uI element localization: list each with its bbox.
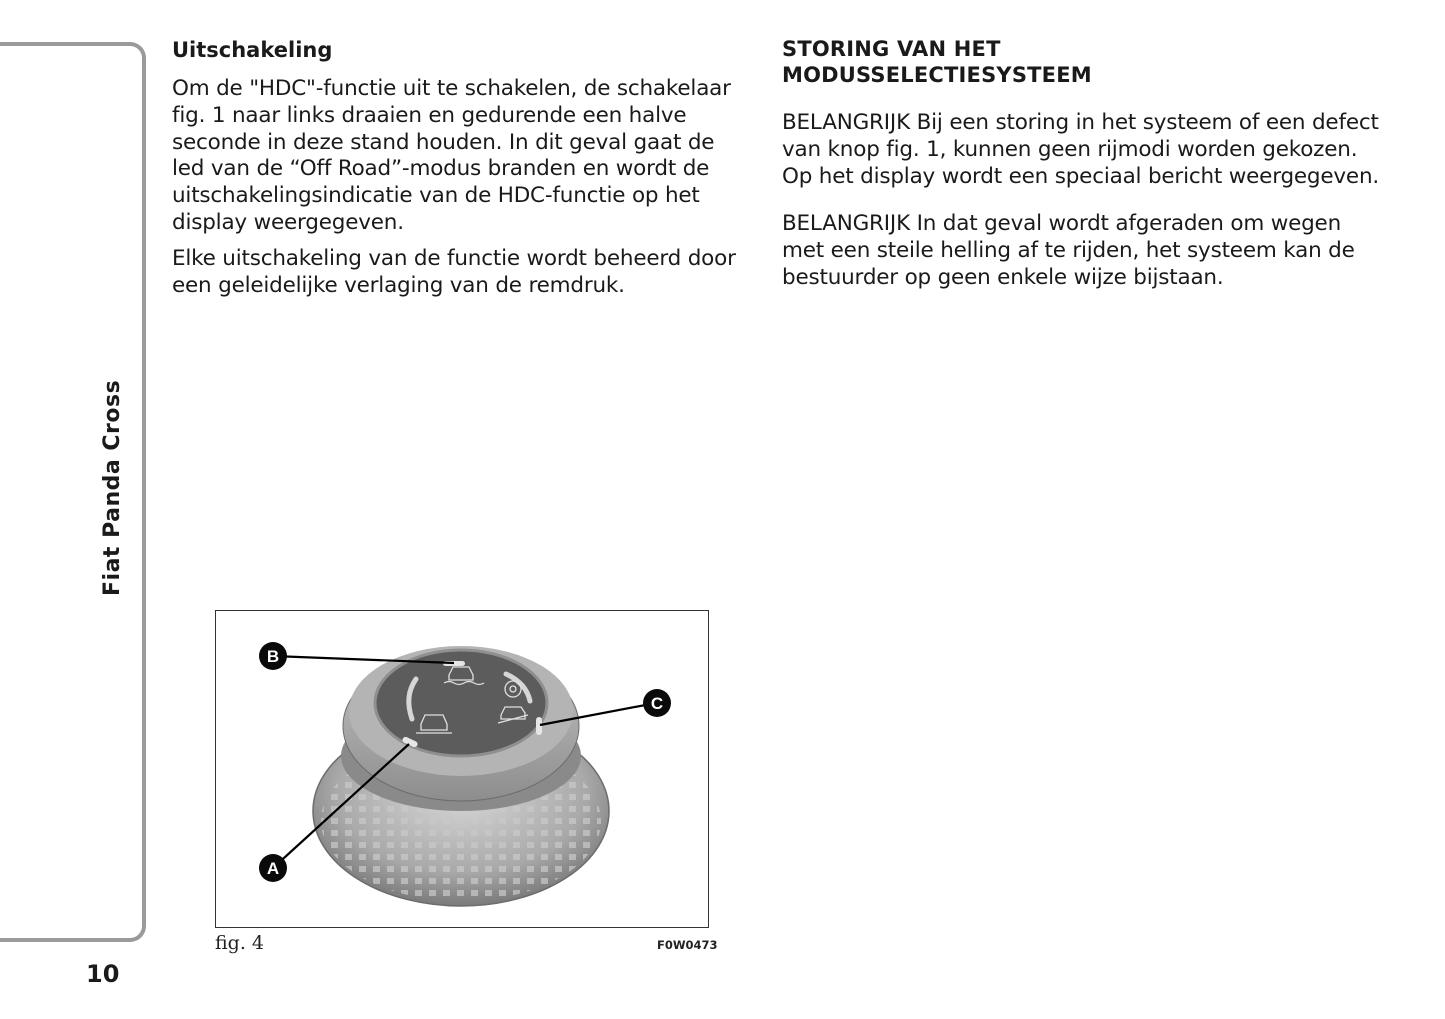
section-heading bbox=[782, 36, 1382, 88]
figure-code: F0W0473 bbox=[657, 938, 718, 952]
vertical-title: Fiat Panda Cross bbox=[100, 379, 125, 596]
right-column bbox=[782, 36, 1382, 313]
callout-c-label: C bbox=[650, 694, 664, 713]
page-number: 10 bbox=[86, 960, 120, 988]
paragraph: BELANGRIJK Bij een storing in het systeem of een defect van knop fig. 1, kunnen geen rijmodi worden gekozen. Op het display wordt een speciaal bericht weergegeven. bbox=[782, 110, 1380, 189]
knob-illustration bbox=[216, 611, 707, 926]
figure-knob-illustration bbox=[215, 610, 709, 928]
callout-b-label: B bbox=[266, 647, 280, 666]
callout-b bbox=[259, 642, 287, 670]
left-column bbox=[172, 36, 752, 308]
callout-c bbox=[643, 689, 671, 717]
heading-line: MODUSSELECTIESYSTEEM bbox=[782, 63, 1092, 87]
paragraph: Om de "HDC"-functie uit te schakelen, de schakelaar fig. 1 naar links draaien en gedurende een halve seconde in deze stand houden. In dit geval gaat de led van de “Off Road”-modus branden en wordt de uitschakelingsindicatie van de HDC-functie op het display weergegeven. bbox=[172, 76, 731, 235]
callout-a-label: A bbox=[266, 859, 280, 878]
led-c bbox=[536, 717, 542, 735]
heading-line: STORING VAN HET bbox=[782, 37, 1001, 61]
paragraph: Elke uitschakeling van de functie wordt beheerd door een geleidelijke verlaging van de remdruk. bbox=[172, 245, 736, 298]
section-heading: Uitschakeling bbox=[172, 38, 333, 62]
paragraph: BELANGRIJK In dat geval wordt afgeraden om wegen met een steile helling af te rijden, het systeem kan de bestuurder op geen enkele wijze bijstaan. bbox=[782, 211, 1355, 290]
figure-caption: fig. 4 bbox=[215, 932, 265, 954]
callout-a bbox=[259, 854, 287, 882]
